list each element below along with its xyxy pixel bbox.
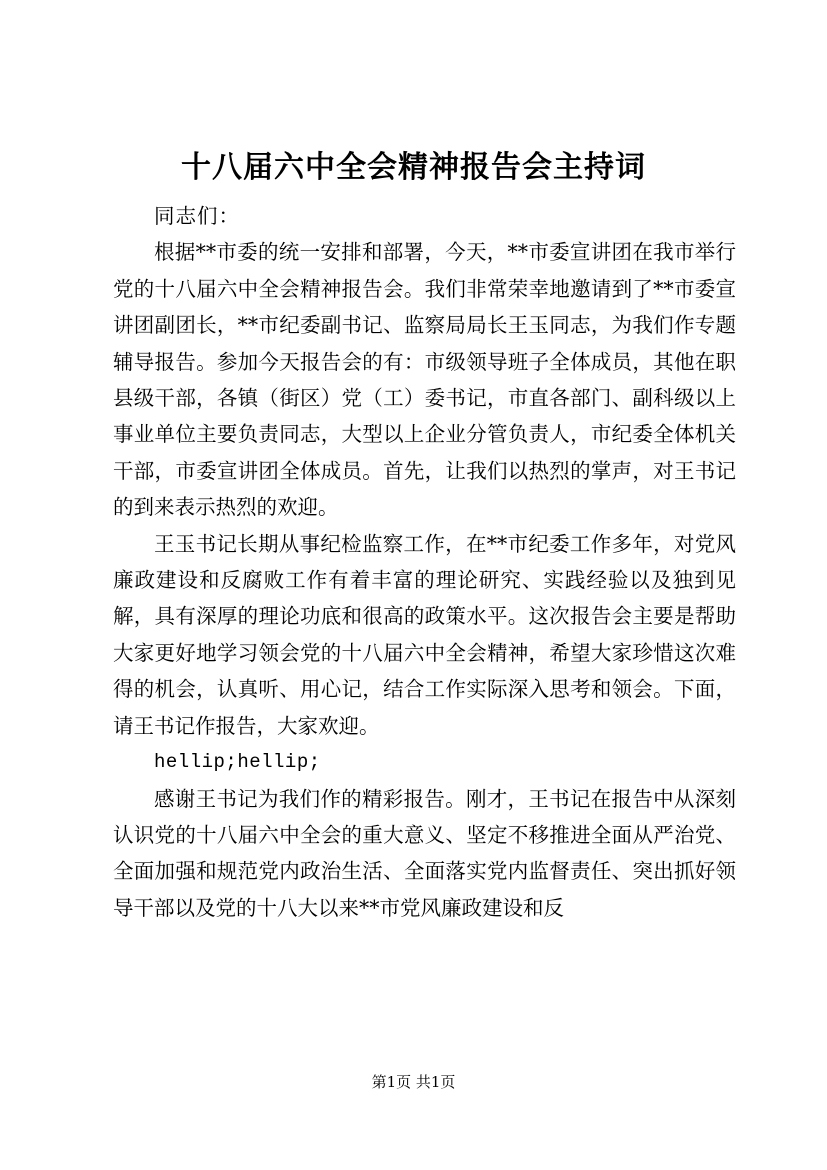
paragraph-opening: 根据**市委的统一安排和部署，今天，**市委宣讲团在我市举行党的十八届六中全会精神报告会。我们非常荣幸地邀请到了**市委宣讲团副团长，**市纪委副书记、监察局局长王玉同志，为我们作专题辅导报告。参加今天报告会的有：市级领导班子全体成员，其他在职县级干部，各镇（街区）党（工）委书记，市直各部门、副科级以上事业单位主要负责同志，大型以上企业分管负责人，市纪委全体机关干部，市委宣讲团全体成员。首先，让我们以热烈的掌声，对王书记的到来表示热烈的欢迎。 [113,240,736,520]
page-number-footer: 第1页 共1页 [371,1073,456,1091]
salutation: 同志们： [154,204,240,228]
document-body [113,198,736,926]
paragraph-speaker-intro: 王玉书记长期从事纪检监察工作，在**市纪委工作多年，对党风廉政建设和反腐败工作有着丰富的理论研究、实践经验以及独到见解，具有深厚的理论功底和很高的政策水平。这次报告会主要是帮助大家更好地学习领会党的十八届六中全会精神，希望大家珍惜这次难得的机会，认真听、用心记，结合工作实际深入思考和领会。下面，请王书记作报告，大家欢迎。 [113,531,736,738]
document-title: 十八届六中全会精神报告会主持词 [181,150,646,185]
paragraph-ellipsis: hellip;hellip; [154,751,321,774]
paragraph-closing: 感谢王书记为我们作的精彩报告。刚才，王书记在报告中从深刻认识党的十八届六中全会的重大意义、坚定不移推进全面从严治党、全面加强和规范党内政治生活、全面落实党内监督责任、突出抓好领导干部以及党的十八大以来**市党风廉政建设和反 [113,786,736,920]
